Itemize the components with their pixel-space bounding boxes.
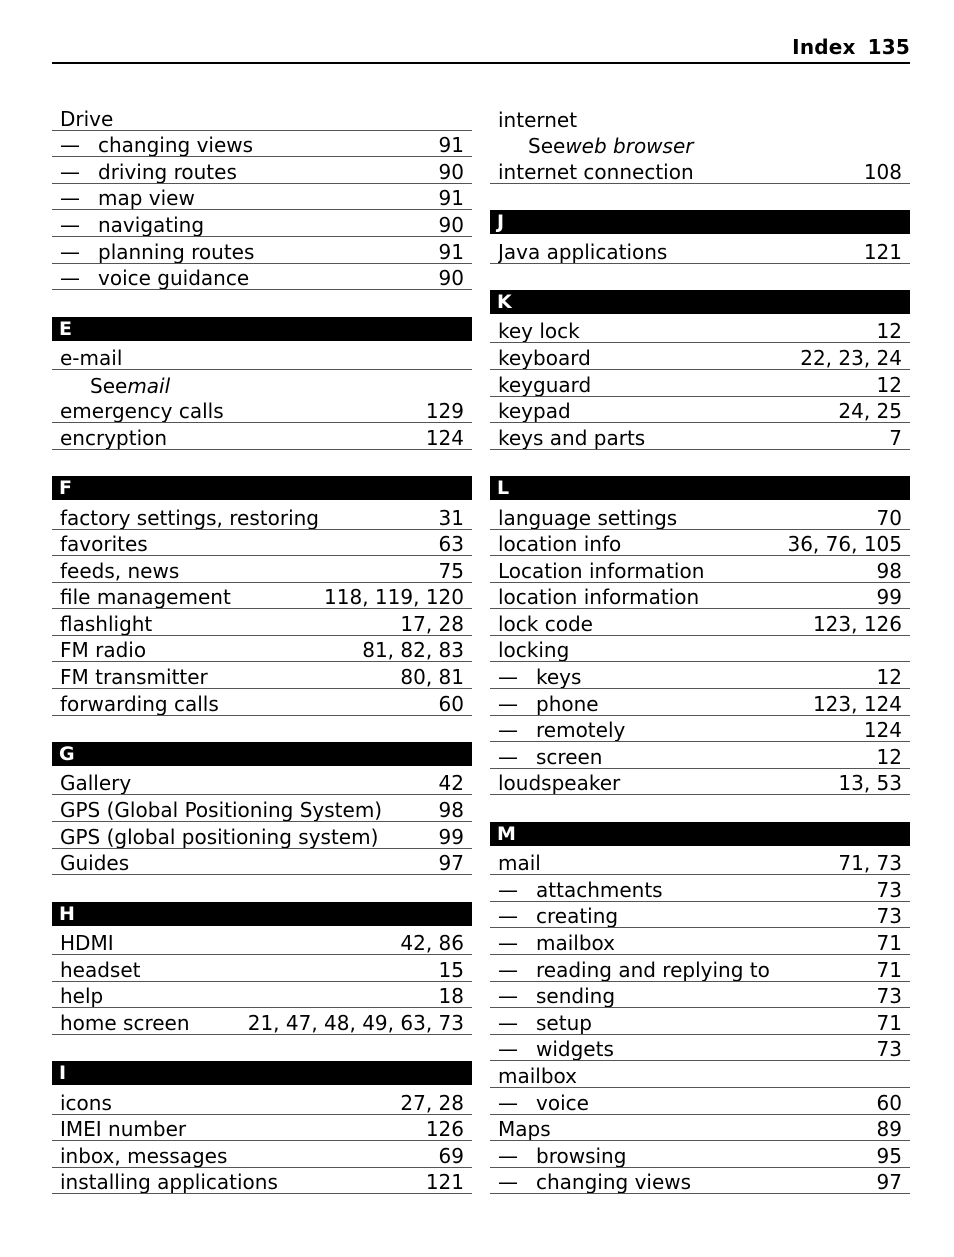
term-text: navigating	[98, 213, 205, 236]
page-refs: 91	[438, 239, 464, 264]
index-subentry	[52, 184, 472, 211]
index-entry	[490, 636, 910, 663]
page-refs: 21, 47, 48, 49, 63, 73	[247, 1010, 464, 1035]
index-entry	[52, 530, 472, 557]
term-text: GPS (global positioning system)	[60, 825, 379, 848]
dash-glyph: —	[60, 134, 80, 157]
page-refs: 31	[438, 505, 464, 530]
entry-term	[60, 959, 439, 981]
index-entry	[490, 237, 910, 264]
entry-term	[498, 586, 877, 608]
term-text: widgets	[536, 1038, 614, 1061]
index-entry	[52, 928, 472, 955]
index-entry	[52, 769, 472, 796]
term-text: location information	[498, 586, 700, 609]
page-refs: 42, 86	[400, 931, 464, 955]
term-text: phone	[536, 692, 599, 715]
page-number: 135	[867, 35, 910, 59]
page-refs: 18	[438, 984, 464, 1009]
section-gap	[52, 716, 472, 743]
page-refs: 22, 23, 24	[800, 345, 902, 370]
entry-term	[60, 108, 464, 130]
section-gap	[52, 875, 472, 902]
dash-glyph: —	[498, 719, 518, 742]
term-text: remotely	[536, 719, 626, 742]
index-subentry	[52, 157, 472, 184]
index-entry	[52, 583, 472, 610]
section-gap	[490, 795, 910, 822]
letter-heading: J	[490, 210, 910, 234]
page-refs: 123, 126	[812, 611, 902, 636]
page-refs: 75	[438, 558, 464, 583]
entry-term	[60, 214, 439, 236]
entry-term	[498, 374, 877, 396]
page-refs: 123, 124	[812, 691, 902, 716]
index-entry	[490, 503, 910, 530]
entry-term	[60, 560, 439, 582]
page-refs: 91	[438, 133, 464, 158]
term-text: loudspeaker	[498, 772, 621, 795]
entry-term	[60, 932, 400, 954]
entry-term	[498, 400, 838, 422]
index-subentry	[490, 716, 910, 743]
page-refs: 124	[863, 718, 902, 743]
index-entry	[52, 1115, 472, 1142]
index-subentry	[52, 210, 472, 237]
entry-term	[498, 347, 800, 369]
index-entry	[490, 609, 910, 636]
section-gap	[490, 184, 910, 211]
term-text: lock code	[498, 612, 593, 635]
index-entry	[490, 1061, 910, 1088]
term-text: browsing	[536, 1144, 627, 1167]
index-entry	[52, 982, 472, 1009]
term-text: help	[60, 985, 104, 1008]
index-entry	[52, 636, 472, 663]
term-text: keyboard	[498, 346, 591, 369]
index-entry	[52, 397, 472, 424]
entry-term	[60, 985, 439, 1007]
page-refs: 121	[863, 239, 902, 264]
page-refs: 73	[876, 984, 902, 1009]
index-entry	[490, 583, 910, 610]
page-refs: 129	[425, 399, 464, 424]
index-entry	[52, 822, 472, 849]
term-text: FM transmitter	[60, 666, 208, 689]
page-refs: 90	[438, 266, 464, 291]
entry-term	[498, 1171, 877, 1193]
index-entry	[490, 317, 910, 344]
entry-term	[498, 666, 877, 688]
term-text: FM radio	[60, 639, 147, 662]
page-refs: 95	[876, 1143, 902, 1168]
letter-heading: M	[490, 822, 910, 846]
index-subentry	[490, 1141, 910, 1168]
dash-glyph: —	[60, 187, 80, 210]
page-refs: 70	[876, 505, 902, 530]
page-refs: 124	[425, 425, 464, 450]
letter-heading: G	[52, 742, 472, 766]
page-refs: 15	[438, 957, 464, 982]
term-text: keypad	[498, 400, 571, 423]
see-prefix: See	[90, 373, 128, 398]
term-text: Guides	[60, 852, 130, 875]
page-refs: 12	[876, 372, 902, 397]
index-subentry	[490, 1168, 910, 1195]
term-text: changing views	[536, 1171, 692, 1194]
term-text: feeds, news	[60, 559, 180, 582]
index-entry	[52, 795, 472, 822]
page-header	[52, 34, 910, 64]
letter-heading: E	[52, 317, 472, 341]
index-entry	[52, 609, 472, 636]
entry-term	[498, 1038, 877, 1060]
term-text: encryption	[60, 426, 168, 449]
entry-term	[60, 400, 426, 422]
dash-glyph: —	[498, 905, 518, 928]
entry-term	[498, 427, 889, 449]
dash-glyph: —	[498, 692, 518, 715]
entry-term	[498, 161, 864, 183]
term-text: Java applications	[498, 240, 668, 263]
index-entry	[490, 1115, 910, 1142]
page-refs: 12	[876, 319, 902, 344]
term-text: screen	[536, 745, 603, 768]
term-text: flashlight	[60, 612, 153, 635]
term-text: factory settings, restoring	[60, 506, 319, 529]
entry-term	[60, 799, 439, 821]
index-entry	[490, 530, 910, 557]
index-subentry	[52, 131, 472, 158]
index-subentry	[490, 928, 910, 955]
term-text: forwarding calls	[60, 692, 219, 715]
entry-term	[498, 746, 877, 768]
index-subentry	[490, 742, 910, 769]
dash-glyph: —	[498, 958, 518, 981]
term-text: map view	[98, 187, 195, 210]
page-refs: 98	[438, 798, 464, 823]
page-refs: 71, 73	[838, 851, 902, 876]
entry-term	[498, 507, 877, 529]
term-text: reading and replying to	[536, 958, 770, 981]
entry-term	[60, 693, 439, 715]
term-text: e-mail	[60, 346, 123, 369]
page-refs: 63	[438, 532, 464, 557]
index-subentry	[490, 982, 910, 1009]
term-text: Gallery	[60, 772, 132, 795]
term-text: emergency calls	[60, 400, 224, 423]
term-text: attachments	[536, 878, 663, 901]
page-refs: 42	[438, 771, 464, 796]
index-entry	[52, 423, 472, 450]
term-text: Drive	[60, 107, 114, 130]
page-refs: 71	[876, 1010, 902, 1035]
index-entry	[52, 849, 472, 876]
entry-term	[60, 1145, 439, 1167]
page-refs: 71	[876, 957, 902, 982]
term-text: key lock	[498, 320, 580, 343]
entry-term	[498, 1065, 902, 1087]
page-refs: 69	[438, 1143, 464, 1168]
entry-term	[60, 187, 439, 209]
dash-glyph: —	[60, 240, 80, 263]
page-refs: 97	[438, 851, 464, 876]
entry-term	[498, 879, 877, 901]
entry-term	[60, 852, 439, 874]
page-refs: 17, 28	[400, 611, 464, 636]
letter-heading: L	[490, 476, 910, 500]
page-refs: 99	[876, 585, 902, 610]
entry-term	[498, 320, 877, 342]
page-refs: 121	[425, 1170, 464, 1195]
page-refs: 36, 76, 105	[787, 532, 902, 557]
page-refs: 97	[876, 1170, 902, 1195]
entry-term	[498, 693, 813, 715]
letter-heading: K	[490, 290, 910, 314]
index-subentry	[490, 1088, 910, 1115]
page-refs: 13, 53	[838, 771, 902, 796]
see-target: web browser	[565, 134, 694, 159]
index-subentry	[490, 1035, 910, 1062]
entry-term	[60, 666, 400, 688]
term-text: mail	[498, 852, 541, 875]
entry-term	[498, 109, 902, 131]
entry-term	[498, 719, 864, 741]
term-text: planning routes	[98, 240, 255, 263]
term-text: GPS (Global Positioning System)	[60, 799, 383, 822]
entry-term	[498, 1145, 877, 1167]
entry-term	[498, 1092, 877, 1114]
term-text: internet connection	[498, 160, 694, 183]
index-entry	[52, 503, 472, 530]
entry-term	[60, 1092, 400, 1114]
entry-term	[498, 985, 877, 1007]
entry-term	[60, 267, 439, 289]
running-head	[792, 35, 910, 59]
see-reference	[490, 131, 910, 158]
page-refs: 91	[438, 186, 464, 211]
index-entry	[52, 662, 472, 689]
term-text: file management	[60, 586, 231, 609]
term-text: changing views	[98, 134, 254, 157]
entry-term	[498, 1012, 877, 1034]
index-entry	[52, 1008, 472, 1035]
dash-glyph: —	[498, 666, 518, 689]
page-refs: 24, 25	[838, 399, 902, 424]
page-refs: 27, 28	[400, 1090, 464, 1115]
see-reference	[52, 370, 472, 397]
index-entry	[52, 1141, 472, 1168]
entry-term	[60, 826, 439, 848]
entry-term	[60, 613, 400, 635]
term-text: mailbox	[498, 1064, 578, 1087]
index-entry	[490, 157, 910, 184]
page-refs: 98	[876, 558, 902, 583]
term-text: IMEI number	[60, 1118, 187, 1141]
index-entry	[52, 556, 472, 583]
term-text: icons	[60, 1091, 112, 1114]
index-subentry	[490, 662, 910, 689]
index-entry	[52, 689, 472, 716]
entry-term	[498, 533, 787, 555]
dash-glyph: —	[60, 213, 80, 236]
entry-term	[60, 1171, 426, 1193]
term-text: headset	[60, 958, 141, 981]
entry-term	[60, 772, 439, 794]
index-subentry	[490, 955, 910, 982]
index-entry	[52, 343, 472, 370]
term-text: locking	[498, 639, 570, 662]
index-subentry	[490, 689, 910, 716]
page-refs: 81, 82, 83	[362, 638, 464, 663]
term-text: home screen	[60, 1011, 190, 1034]
entry-term	[498, 613, 813, 635]
index-entry	[490, 849, 910, 876]
term-text: HDMI	[60, 932, 114, 954]
see-prefix: See	[528, 134, 566, 159]
term-text: driving routes	[98, 160, 237, 183]
dash-glyph: —	[60, 267, 80, 290]
dash-glyph: —	[498, 985, 518, 1008]
dash-glyph: —	[498, 932, 518, 954]
page-refs: 73	[876, 877, 902, 902]
page-refs: 7	[889, 425, 902, 450]
entry-term	[60, 347, 464, 369]
entry-term	[498, 932, 877, 954]
index-subentry	[490, 1008, 910, 1035]
entry-term	[60, 134, 439, 156]
entry-term	[498, 852, 838, 874]
page-refs: 90	[438, 212, 464, 237]
term-text: keys	[536, 666, 582, 689]
page-refs: 73	[876, 1037, 902, 1062]
index-entry	[490, 343, 910, 370]
index-entry	[52, 955, 472, 982]
section-title: Index	[792, 35, 856, 59]
page-refs: 89	[876, 1117, 902, 1142]
page-refs: 71	[876, 931, 902, 955]
entry-term	[60, 427, 426, 449]
entry-term	[60, 586, 324, 608]
index-column-right	[490, 104, 910, 1194]
index-subentry	[490, 902, 910, 929]
entry-term	[60, 1012, 248, 1034]
term-text: favorites	[60, 533, 148, 556]
page-refs: 118, 119, 120	[324, 585, 464, 610]
entry-term	[498, 639, 902, 661]
index-entry	[52, 1088, 472, 1115]
dash-glyph: —	[498, 1011, 518, 1034]
dash-glyph: —	[498, 1144, 518, 1167]
index-subentry	[490, 875, 910, 902]
entry-term	[498, 959, 877, 981]
entry-term	[498, 241, 864, 263]
page-refs: 73	[876, 904, 902, 929]
see-target: mail	[127, 373, 171, 398]
index-entry	[52, 104, 472, 131]
index-entry	[490, 556, 910, 583]
index-entry	[490, 769, 910, 796]
dash-glyph: —	[498, 745, 518, 768]
section-gap	[52, 1035, 472, 1062]
page-refs: 108	[863, 159, 902, 184]
term-text: Maps	[498, 1118, 551, 1141]
page-refs: 60	[438, 691, 464, 716]
term-text: voice guidance	[98, 267, 250, 290]
index-entry	[52, 1168, 472, 1195]
page-refs: 99	[438, 824, 464, 849]
term-text: mailbox	[536, 932, 616, 954]
index-entry	[490, 104, 910, 131]
page-refs: 90	[438, 159, 464, 184]
entry-term	[60, 533, 439, 555]
term-text: inbox, messages	[60, 1144, 228, 1167]
page-refs: 60	[876, 1090, 902, 1115]
term-text: internet	[498, 108, 578, 131]
entry-term	[498, 905, 877, 927]
entry-term	[60, 161, 439, 183]
index-entry	[490, 397, 910, 424]
term-text: language settings	[498, 506, 678, 529]
term-text: Location information	[498, 559, 705, 582]
page-refs: 80, 81	[400, 665, 464, 690]
dash-glyph: —	[498, 1091, 518, 1114]
section-gap	[52, 290, 472, 317]
term-text: sending	[536, 985, 616, 1008]
entry-term	[60, 639, 362, 661]
page-refs: 12	[876, 744, 902, 769]
term-text: keys and parts	[498, 426, 646, 449]
index-column-left	[52, 104, 472, 1194]
section-gap	[52, 450, 472, 477]
term-text: location info	[498, 533, 622, 556]
letter-heading: F	[52, 476, 472, 500]
letter-heading: I	[52, 1061, 472, 1085]
entry-term	[498, 772, 838, 794]
dash-glyph: —	[498, 1171, 518, 1194]
section-gap	[490, 264, 910, 291]
index-subentry	[52, 264, 472, 291]
letter-heading: H	[52, 902, 472, 926]
term-text: setup	[536, 1011, 592, 1034]
entry-term	[498, 1118, 877, 1140]
entry-term	[60, 507, 439, 529]
page-refs: 12	[876, 665, 902, 690]
entry-term	[60, 241, 439, 263]
entry-term	[60, 1118, 426, 1140]
term-text: installing applications	[60, 1171, 278, 1194]
entry-term	[498, 560, 877, 582]
index-subentry	[52, 237, 472, 264]
term-text: voice	[536, 1091, 589, 1114]
term-text: keyguard	[498, 373, 592, 396]
dash-glyph: —	[60, 160, 80, 183]
dash-glyph: —	[498, 878, 518, 901]
dash-glyph: —	[498, 1038, 518, 1061]
page-refs: 126	[425, 1117, 464, 1142]
term-text: creating	[536, 905, 619, 928]
index-entry	[490, 423, 910, 450]
index-entry	[490, 370, 910, 397]
section-gap	[490, 450, 910, 477]
